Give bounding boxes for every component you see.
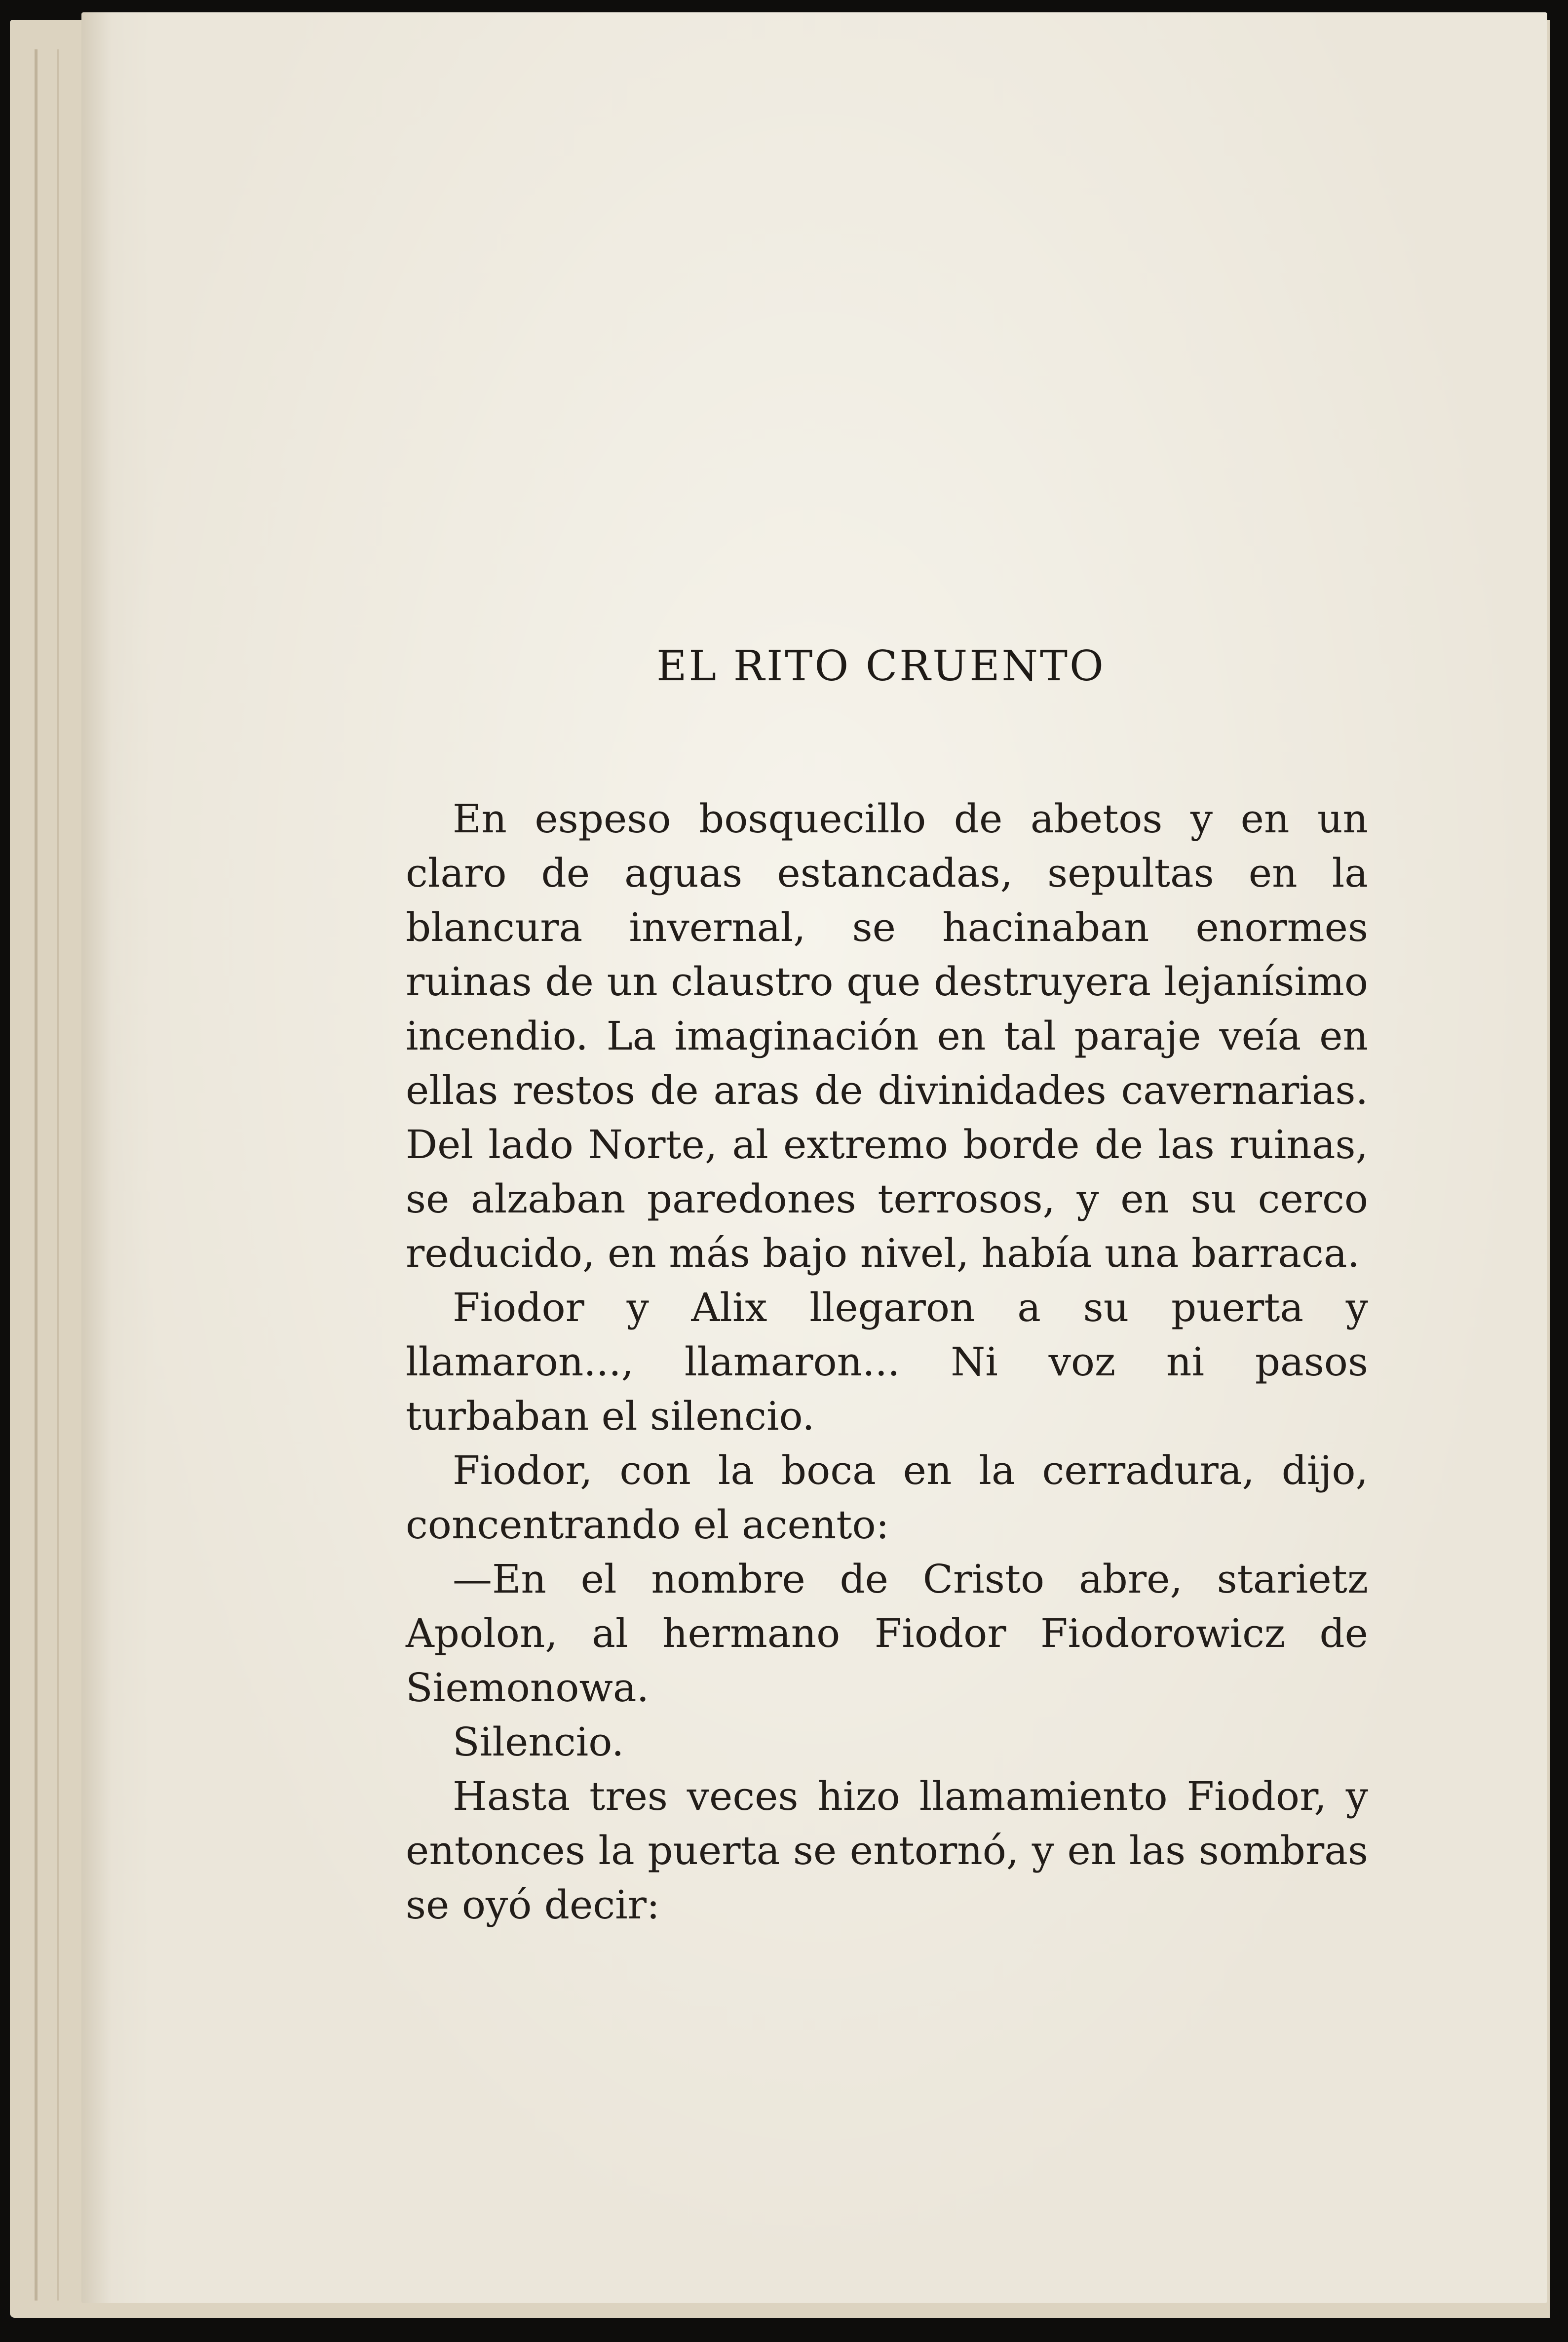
paragraph: En espeso bosquecillo de abetos y en un claro de aguas estancadas, sepultas en la blancura invernal, se hacinaban enormes ruinas de un claustro que destruyera lejanísimo incendio. La imaginación en tal paraje veía en ellas restos de aras de divinidades cavernarias. Del lado Norte, al extremo borde de las ruinas, se alzaban paredones terrosos, y en su cerco reducido, en más bajo nivel, había una barraca. <box>406 796 1368 1276</box>
page-edge-line <box>35 49 38 2301</box>
paragraph: —En el nombre de Cristo abre, starietz Apolon, al hermano Fiodor Fiodorowicz de Siemonowa. <box>406 1556 1368 1711</box>
paragraph: Fiodor, con la boca en la cerradura, dijo, concentrando el acento: <box>406 1447 1368 1548</box>
paragraph: Silencio. <box>453 1719 624 1765</box>
paragraph: Fiodor y Alix llegaron a su puerta y llamaron..., llamaron... Ni voz ni pasos turbaban el silencio. <box>406 1285 1368 1439</box>
chapter-body <box>406 792 1368 1932</box>
page-edge-line <box>57 49 59 2301</box>
chapter-title: EL RITO CRUENTO <box>656 642 1106 690</box>
paragraph: Hasta tres veces hizo llamamiento Fiodor, y entonces la puerta se entornó, y en las sombras se oyó decir: <box>406 1773 1368 1928</box>
